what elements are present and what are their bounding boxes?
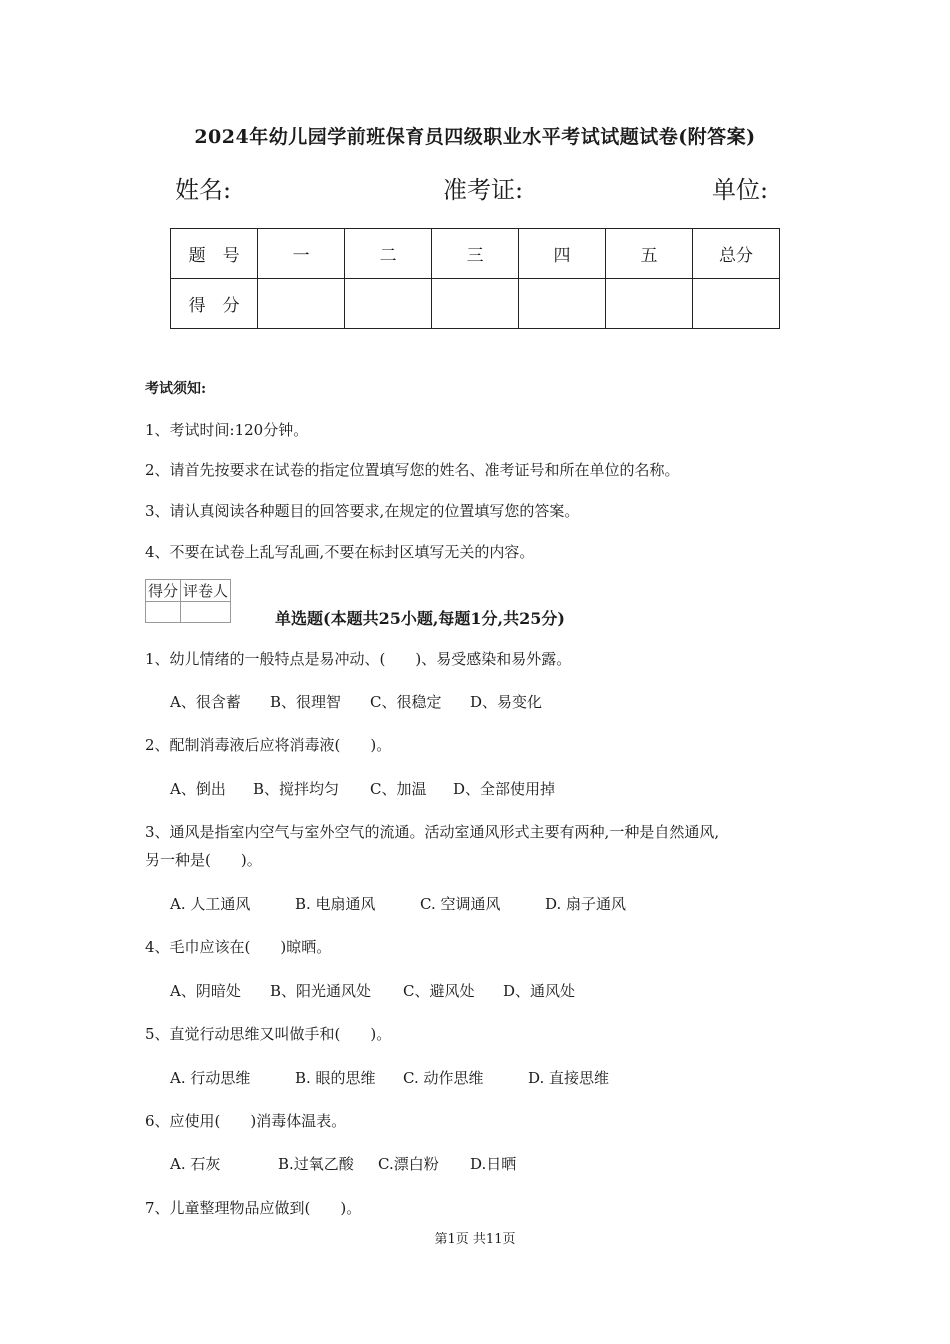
score-table	[170, 228, 780, 329]
score-cell	[432, 279, 519, 329]
grader-reviewer-label: 评卷人	[181, 580, 231, 602]
score-table-header-row	[171, 229, 780, 279]
score-table-score-row	[171, 279, 780, 329]
answer-option: C、加温	[370, 780, 427, 798]
score-header-cell: 三	[432, 229, 519, 279]
answer-option: C. 动作思维	[403, 1069, 484, 1087]
page-footer: 第1页 共11页	[434, 1232, 516, 1247]
answer-option: C、避风处	[403, 982, 475, 1000]
answer-option: C.漂白粉	[378, 1155, 439, 1173]
score-cell	[258, 279, 345, 329]
page-title: 2024年幼儿园学前班保育员四级职业水平考试试题试卷(附答案)	[194, 126, 756, 148]
answer-option: B、搅拌均匀	[253, 780, 340, 798]
question-text: 6、应使用( )消毒体温表。	[145, 1112, 347, 1130]
answer-option: D. 扇子通风	[545, 895, 627, 913]
answer-option: A. 石灰	[170, 1155, 221, 1173]
question-text: 2、配制消毒液后应将消毒液( )。	[145, 736, 392, 754]
notice-item: 2、请首先按要求在试卷的指定位置填写您的姓名、准考证号和所在单位的名称。	[145, 461, 680, 479]
question-text: 5、直觉行动思维又叫做手和( )。	[145, 1025, 392, 1043]
score-header-cell: 五	[606, 229, 693, 279]
notice-item: 1、考试时间:120分钟。	[145, 421, 309, 439]
grader-box	[145, 579, 231, 623]
notice-title: 考试须知:	[145, 381, 207, 397]
notice-item: 3、请认真阅读各种题目的回答要求,在规定的位置填写您的答案。	[145, 502, 580, 520]
answer-option: A. 行动思维	[170, 1069, 251, 1087]
answer-option: A、阴暗处	[170, 982, 241, 1000]
score-header-cell: 二	[345, 229, 432, 279]
score-cell	[345, 279, 432, 329]
question-text: 4、毛巾应该在( )晾晒。	[145, 938, 332, 956]
score-header-cell: 四	[519, 229, 606, 279]
score-header-cell: 题 号	[171, 229, 258, 279]
section-heading: 单选题(本题共25小题,每题1分,共25分)	[275, 609, 565, 628]
grader-reviewer-cell	[181, 602, 231, 623]
score-row-label: 得 分	[171, 279, 258, 329]
grader-score-label: 得分	[146, 580, 181, 602]
unit-field-label: 单位:	[712, 176, 769, 204]
score-cell	[519, 279, 606, 329]
answer-option: A、很含蓄	[170, 693, 241, 711]
answer-option: D、易变化	[470, 693, 543, 711]
question-text: 7、儿童整理物品应做到( )。	[145, 1199, 362, 1217]
answer-option: B. 眼的思维	[295, 1069, 376, 1087]
answer-option: B、阳光通风处	[270, 982, 372, 1000]
exam-number-field-label: 准考证:	[443, 176, 524, 204]
question-text-continued: 另一种是( )。	[145, 851, 262, 869]
answer-option: A. 人工通风	[170, 895, 251, 913]
answer-option: B、很理智	[270, 693, 342, 711]
answer-option: D.日晒	[470, 1155, 517, 1173]
answer-option: B.过氧乙酸	[278, 1155, 354, 1173]
score-cell	[692, 279, 779, 329]
answer-option: C、很稳定	[370, 693, 442, 711]
question-text: 3、通风是指室内空气与室外空气的流通。活动室通风形式主要有两种,一种是自然通风,	[145, 823, 720, 841]
answer-option: D、全部使用掉	[453, 780, 556, 798]
answer-option: C. 空调通风	[420, 895, 501, 913]
answer-option: D. 直接思维	[528, 1069, 610, 1087]
score-header-cell: 总分	[692, 229, 779, 279]
answer-option: A、倒出	[170, 780, 226, 798]
answer-option: B. 电扇通风	[295, 895, 376, 913]
score-cell	[606, 279, 693, 329]
grader-score-cell	[146, 602, 181, 623]
name-field-label: 姓名:	[175, 176, 232, 204]
score-header-cell: 一	[258, 229, 345, 279]
answer-option: D、通风处	[503, 982, 576, 1000]
notice-item: 4、不要在试卷上乱写乱画,不要在标封区填写无关的内容。	[145, 543, 535, 561]
question-text: 1、幼儿情绪的一般特点是易冲动、( )、易受感染和易外露。	[145, 650, 572, 668]
